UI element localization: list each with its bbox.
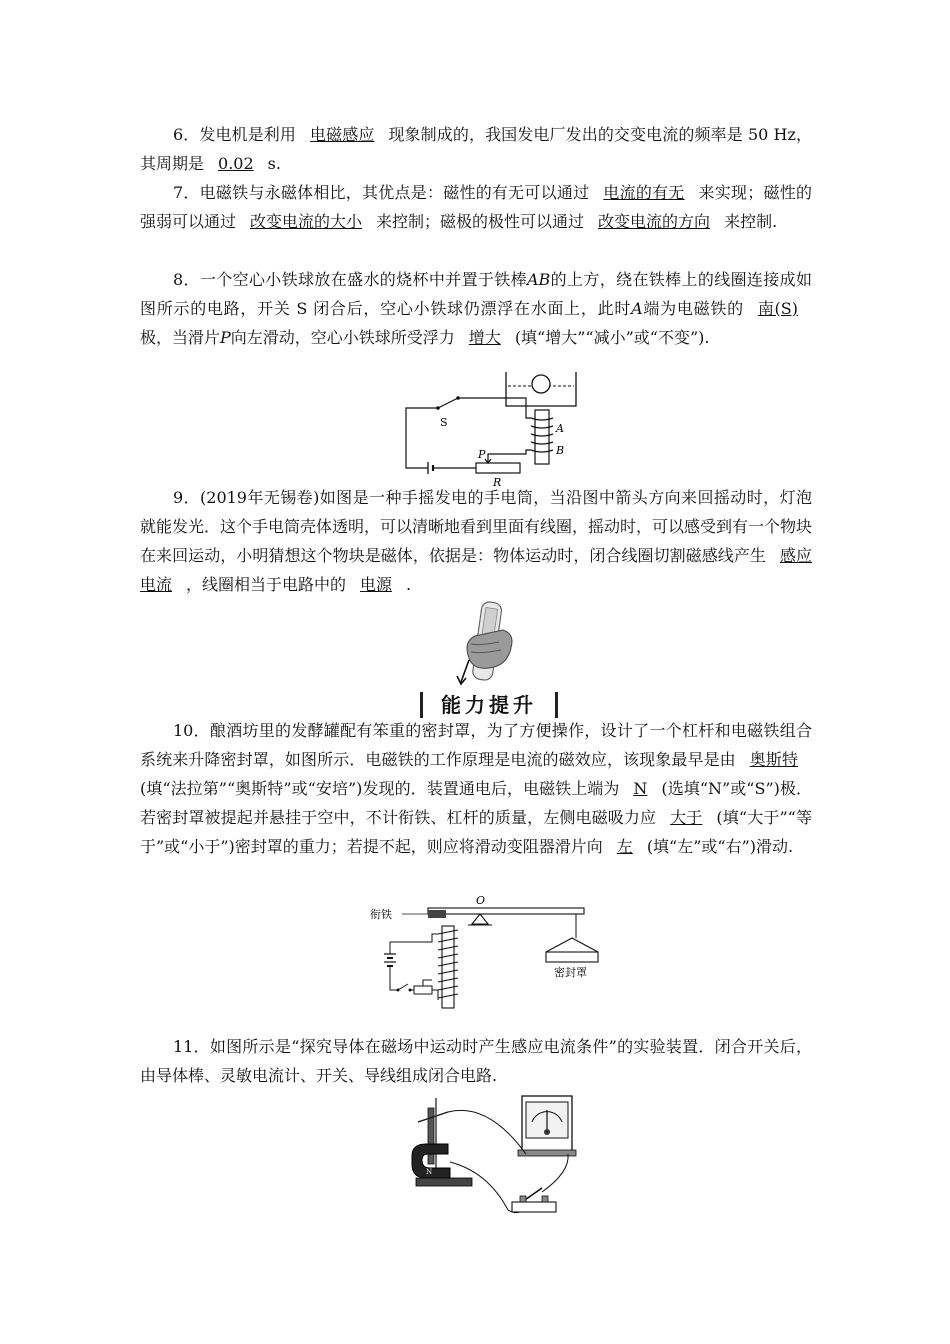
answer-blank: N	[633, 779, 648, 798]
switch	[438, 398, 458, 408]
answer-blank: 0.02	[218, 154, 254, 173]
label-s: S	[440, 416, 448, 429]
label-a: A	[556, 422, 564, 435]
answer-blank: 奥斯特	[749, 750, 798, 769]
answer-blank: 改变电流的大小	[250, 212, 363, 231]
answer-blank: 左	[616, 837, 633, 856]
induction-experiment-figure	[408, 1092, 580, 1222]
label-o: O	[476, 894, 486, 907]
answer-blank: 电流的有无	[603, 183, 685, 202]
label-p: P	[478, 448, 486, 461]
answer-blank: 电源	[360, 575, 393, 594]
answer-blank: 增大	[468, 328, 501, 347]
question-6: 6．发电机是利用 电磁感应 现象制成的，我国发电厂发出的交变电流的频率是 50 Hz，其周期是 0.02 s.	[140, 125, 812, 173]
section-banner: 能力提升	[420, 692, 558, 718]
label-b: B	[556, 444, 565, 457]
answer-blank: 改变电流的方向	[598, 212, 711, 231]
lever-electromagnet-figure	[368, 892, 598, 1022]
rheostat	[414, 986, 432, 994]
question-8: 8．一个空心小铁球放在盛水的烧杯中并置于铁棒AB的上方，绕在铁棒上的线圈连接成如图所示的电路，开关 S 闭合后，空心小铁球仍漂浮在水面上，此时A端为电磁铁的 南(S)极，当滑片P向左滑动，空心小铁球所受浮力 增大 (填“增大”“减小”或“不变”).	[140, 270, 812, 347]
question-9: 9．(2019年无锡卷)如图是一种手摇发电的手电筒，当沿图中箭头方向来回摇动时，灯泡就能发光．这个手电筒壳体透明，可以清晰地看到里面有线圈，摇动时，可以感受到有一个物块在来回运动，小明猜想这个物块是磁体，依据是：物体运动时，闭合线圈切割磁感线产生 感应电流 ，线圈相当于电路中的 电源 .	[140, 488, 813, 594]
answer-blank: 南(S)	[757, 299, 798, 318]
iron-rod	[535, 410, 549, 464]
switch	[512, 1202, 556, 1212]
answer-blank: 感应电流	[140, 546, 812, 594]
label-n: N	[426, 1168, 433, 1176]
iron-ball	[532, 375, 550, 393]
hand-crank-flashlight-figure	[455, 598, 527, 694]
question-7: 7．电磁铁与永磁体相比，其优点是：磁性的有无可以通过 电流的有无 来实现；磁性的强弱可以通过 改变电流的大小 来控制；磁极的极性可以通过 改变电流的方向 来控制.	[140, 183, 812, 231]
label-armature: 衔铁	[370, 908, 392, 921]
electromagnet-circuit-figure	[398, 368, 588, 489]
label-r: R	[493, 476, 502, 489]
lever	[428, 908, 584, 914]
question-11: 11．如图所示是“探究导体在磁场中运动时产生感应电流条件”的实验装置．闭合开关后，由导体棒、灵敏电流计、开关、导线组成闭合电路.	[140, 1037, 812, 1085]
armature	[428, 910, 446, 918]
label-cover: 密封罩	[554, 966, 587, 979]
answer-blank: 电磁感应	[310, 125, 375, 144]
question-10: 10．酿酒坊里的发酵罐配有笨重的密封罩，为了方便操作，设计了一个杠杆和电磁铁组合系统来升降密封罩，如图所示．电磁铁的工作原理是电流的磁效应，该现象最早是由 奥斯特(填“法拉第”“奥斯特”或“安培”)发现的．装置通电后，电磁铁上端为 N (选填“N”或“S”)极．若密封罩被提起并悬挂于空中，不计衔铁、杠杆的质量，左侧电磁吸力应 大于 (填“大于”“等于”或“小于”)密封罩的重力；若提不起，则应将滑动变阻器滑片向 左 (填“左”或“右”)滑动.	[140, 721, 812, 856]
rheostat	[476, 463, 520, 473]
answer-blank: 大于	[670, 808, 703, 827]
